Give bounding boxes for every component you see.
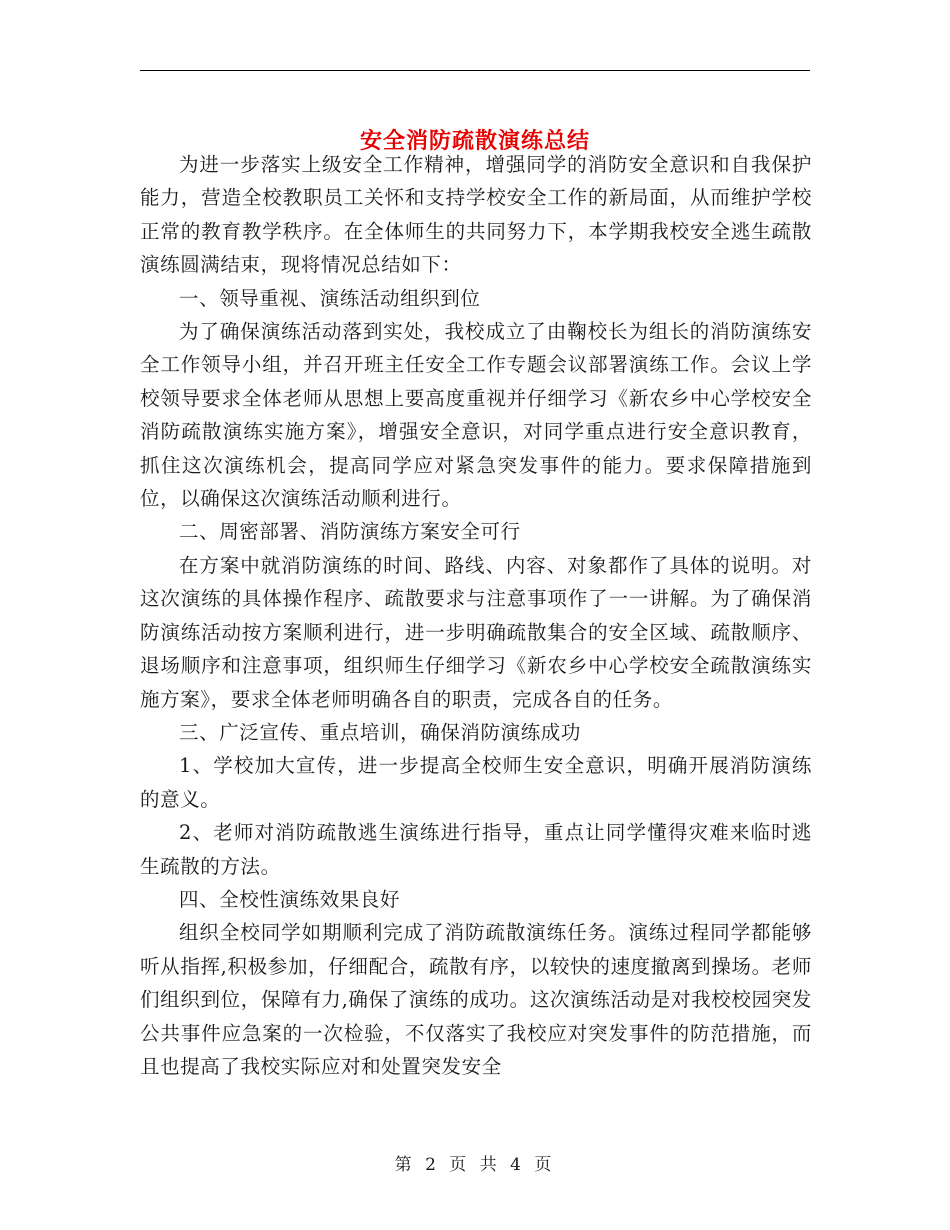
paragraph-section-4: 组织全校同学如期顺利完成了消防疏散演练任务。演练过程同学都能够听从指挥,积极参加，仔细配合，疏散有序，以较快的速度撤离到操场。老师们组织到位，保障有力,确保了演练的成功。这次演练活动是对我校校园突发公共事件应急案的一次检验，不仅落实了我校应对突发事件的防范措施，而且也提高了我校实际应对和处置突发安全 [140, 921, 812, 1078]
paragraph-section-1: 为了确保演练活动落到实处，我校成立了由鞠校长为组长的消防演练安全工作领导小组，并召开班主任安全工作专题会议部署演练工作。会议上学校领导要求全体老师从思想上要高度重视并仔细学习《新农乡中心学校安全消防疏散演练实施方案》，增强安全意识，对同学重点进行安全意识教育，抓住这次演练机会，提高同学应对紧急突发事件的能力。要求保障措施到位，以确保这次演练活动顺利进行。 [140, 320, 812, 511]
document-body [140, 148, 812, 1083]
section-heading-1: 一、领导重视、演练活动组织到位 [179, 286, 481, 310]
document-title: 安全消防疏散演练总结 [359, 127, 590, 154]
paragraph-intro: 为进一步落实上级安全工作精神，增强同学的消防安全意识和自我保护能力，营造全校教职员工关怀和支持学校安全工作的新局面，从而维护学校正常的教育教学秩序。在全体师生的共同努力下，本学期我校安全逃生疏散演练圆满结束，现将情况总结如下： [140, 153, 812, 277]
section-heading-3: 三、广泛宣传、重点培训，确保消防演练成功 [179, 720, 582, 744]
list-item-1: 1、学校加大宣传，进一步提高全校师生安全意识，明确开展消防演练的意义。 [140, 754, 812, 811]
section-heading-4: 四、全校性演练效果良好 [179, 887, 401, 911]
paragraph-section-2: 在方案中就消防演练的时间、路线、内容、对象都作了具体的说明。对这次演练的具体操作程序、疏散要求与注意事项作了一一讲解。为了确保消防演练活动按方案顺利进行，进一步明确疏散集合的安全区域、疏散顺序、退场顺序和注意事项，组织师生仔细学习《新农乡中心学校安全疏散演练实施方案》，要求全体老师明确各自的职责，完成各自的任务。 [140, 553, 812, 711]
list-item-2: 2、老师对消防疏散逃生演练进行指导，重点让同学懂得灾难来临时逃生疏散的方法。 [140, 821, 812, 878]
header-rule [140, 70, 810, 71]
page-number-footer: 第 2 页 共 4 页 [394, 1155, 556, 1175]
section-heading-2: 二、周密部署、消防演练方案安全可行 [179, 520, 521, 544]
